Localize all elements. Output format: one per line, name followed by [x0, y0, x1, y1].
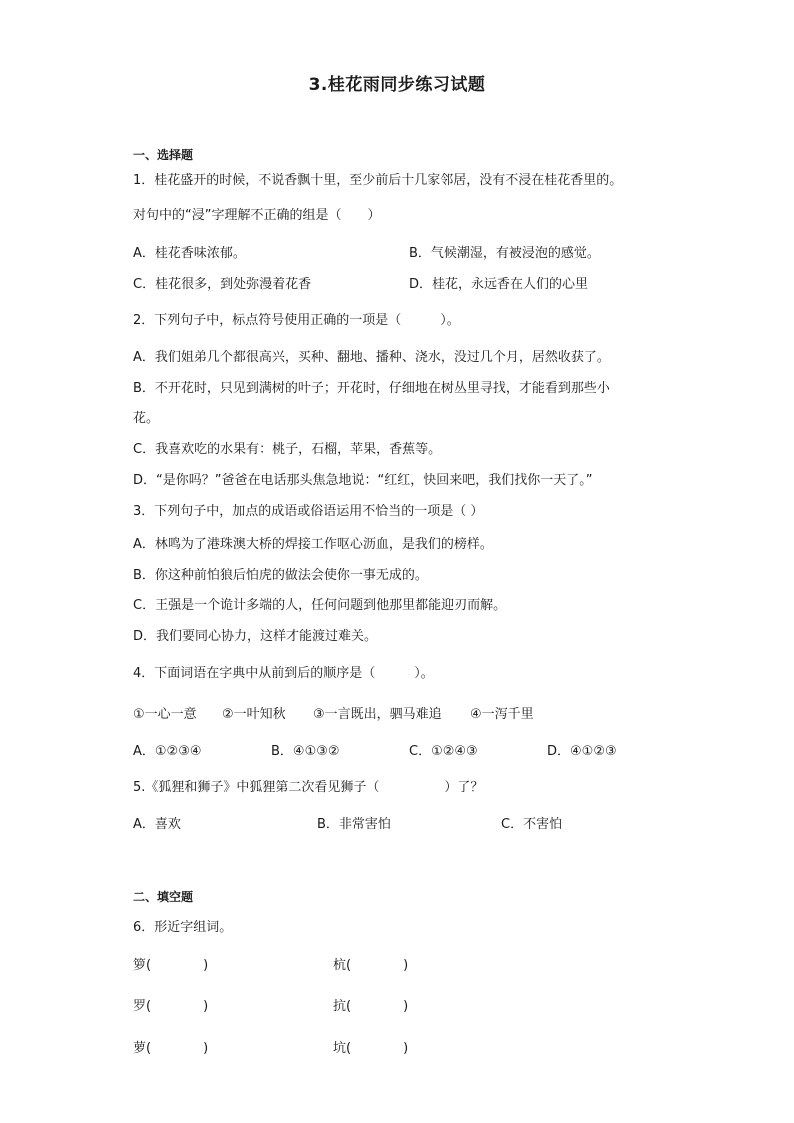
- question-4-option-c[interactable]: C．①②④③: [409, 744, 478, 759]
- word-blank-row3-right[interactable]: 坑( ): [333, 1041, 409, 1056]
- question-5-option-c[interactable]: C．不害怕: [501, 817, 563, 832]
- question-3-option-a[interactable]: A．林鸣为了港珠澳大桥的焊接工作呕心沥血，是我们的榜样。: [133, 537, 493, 552]
- question-3-option-c[interactable]: C．王强是一个诡计多端的人，任何问题到他那里都能迎刃而解。: [133, 598, 507, 613]
- question-4-word-1: ①一心一意: [133, 707, 197, 722]
- question-2-option-a[interactable]: A．我们姐弟几个都很高兴，买种、翻地、播种、浇水，没过几个月，居然收获了。: [133, 350, 610, 365]
- question-5-option-a[interactable]: A．喜欢: [133, 817, 181, 832]
- question-4-word-3: ③一言既出，驷马难追: [313, 707, 442, 722]
- question-1-option-b[interactable]: B．气候潮湿，有被浸泡的感觉。: [409, 246, 600, 261]
- question-4-stem: 4．下面词语在字典中从前到后的顺序是（ ）。: [133, 666, 434, 681]
- question-4-option-a[interactable]: A．①②③④: [133, 744, 202, 759]
- section-heading-fill: 二、填空题: [133, 890, 194, 904]
- word-blank-row3-left[interactable]: 萝( ): [133, 1041, 209, 1056]
- question-6-stem: 6．形近字组词。: [133, 920, 233, 935]
- word-blank-row2-right[interactable]: 抗( ): [333, 999, 409, 1014]
- word-blank-row1-right[interactable]: 杭( ): [333, 958, 409, 973]
- page-title: 3.桂花雨同步练习试题: [308, 75, 486, 95]
- question-1-option-a[interactable]: A．桂花香味浓郁。: [133, 246, 246, 261]
- section-heading-choice: 一、选择题: [133, 148, 194, 162]
- question-5-stem: 5.《狐狸和狮子》中狐狸第二次看见狮子（ ）了？: [133, 780, 484, 795]
- question-1-prompt: 对句中的“浸”字理解不正确的组是（ ）: [133, 208, 381, 223]
- question-4-option-b[interactable]: B．④①③②: [271, 744, 340, 759]
- word-blank-row2-left[interactable]: 罗( ): [133, 999, 209, 1014]
- question-2-stem: 2．下列句子中，标点符号使用正确的一项是（ ）。: [133, 313, 460, 328]
- question-1-stem: 1．桂花盛开的时候，不说香飘十里，至少前后十几家邻居，没有不浸在桂花香里的。: [133, 173, 623, 188]
- question-2-option-d[interactable]: D．“是你吗？”爸爸在电话那头焦急地说：“红红，快回来吧，我们找你一天了。”: [133, 473, 593, 488]
- question-3-option-b[interactable]: B．你这种前怕狼后怕虎的做法会使你一事无成的。: [133, 568, 428, 583]
- word-blank-row1-left[interactable]: 箩( ): [133, 958, 209, 973]
- question-1-option-c[interactable]: C．桂花很多，到处弥漫着花香: [133, 277, 312, 292]
- question-3-stem: 3．下列句子中，加点的成语或俗语运用不恰当的一项是（ ）: [133, 504, 484, 519]
- question-1-option-d[interactable]: D．桂花，永远香在人们的心里: [409, 277, 589, 292]
- question-2-option-b[interactable]: B．不开花时，只见到满树的叶子；开花时，仔细地在树丛里寻找，才能看到那些小: [133, 381, 610, 396]
- question-5-option-b[interactable]: B．非常害怕: [317, 817, 391, 832]
- question-3-option-d[interactable]: D．我们要同心协力，这样才能渡过难关。: [133, 629, 378, 644]
- question-2-option-c[interactable]: C．我喜欢吃的水果有：桃子，石榴，苹果，香蕉等。: [133, 442, 442, 457]
- question-2-option-b-continued: 花。: [133, 411, 160, 426]
- question-4-word-2: ②一叶知秋: [222, 707, 286, 722]
- question-4-option-d[interactable]: D．④①②③: [547, 744, 617, 759]
- question-4-word-4: ④一泻千里: [470, 707, 534, 722]
